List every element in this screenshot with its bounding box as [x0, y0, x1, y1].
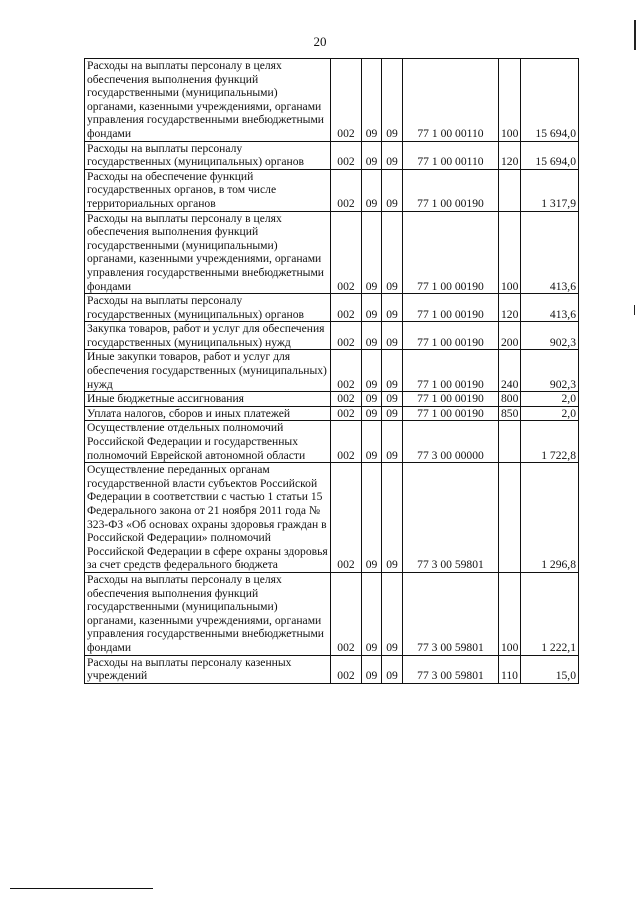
table-row: [85, 350, 579, 392]
expense-type: 850: [499, 406, 521, 421]
table-row: [85, 294, 579, 322]
table-row: [85, 406, 579, 421]
ministry-code: 002: [331, 322, 362, 350]
expense-type: [499, 463, 521, 573]
expense-type: [499, 169, 521, 211]
table-row: [85, 322, 579, 350]
amount: 2,0: [521, 406, 579, 421]
subsection-code: 09: [382, 655, 403, 683]
row-name: Расходы на выплаты персоналу в целях обеспечения выполнения функций государственными (муниципальными) органами, казенными учреждениями, органами управления государственными внебюджетными фондами: [85, 572, 331, 655]
scan-mark: [634, 305, 635, 315]
subsection-code: 09: [382, 211, 403, 294]
row-name: Расходы на выплаты персоналу в целях обеспечения выполнения функций государственными (муниципальными) органами, казенными учреждениями, органами управления государственными внебюджетными фондами: [85, 59, 331, 142]
target-article: 77 1 00 00190: [403, 211, 499, 294]
subsection-code: 09: [382, 463, 403, 573]
row-name: Иные закупки товаров, работ и услуг для обеспечения государственных (муниципальных) нужд: [85, 350, 331, 392]
subsection-code: 09: [382, 421, 403, 463]
ministry-code: 002: [331, 350, 362, 392]
target-article: 77 3 00 59801: [403, 463, 499, 573]
section-code: 09: [362, 59, 382, 142]
amount: 902,3: [521, 322, 579, 350]
table-row: [85, 392, 579, 407]
expense-type: 120: [499, 294, 521, 322]
subsection-code: 09: [382, 406, 403, 421]
amount: 413,6: [521, 211, 579, 294]
row-name: Расходы на обеспечение функций государственных органов, в том числе территориальных органов: [85, 169, 331, 211]
row-name: Осуществление отдельных полномочий Российской Федерации и государственных полномочий Еврейской автономной области: [85, 421, 331, 463]
amount: 1 722,8: [521, 421, 579, 463]
section-code: 09: [362, 322, 382, 350]
table-row: [85, 141, 579, 169]
scan-mark: [634, 20, 636, 50]
table-row: [85, 572, 579, 655]
subsection-code: 09: [382, 572, 403, 655]
amount: 902,3: [521, 350, 579, 392]
ministry-code: 002: [331, 211, 362, 294]
row-name: Расходы на выплаты персоналу государственных (муниципальных) органов: [85, 294, 331, 322]
expense-type: 120: [499, 141, 521, 169]
target-article: 77 3 00 59801: [403, 572, 499, 655]
target-article: 77 1 00 00190: [403, 350, 499, 392]
ministry-code: 002: [331, 406, 362, 421]
ministry-code: 002: [331, 572, 362, 655]
ministry-code: 002: [331, 655, 362, 683]
amount: 15,0: [521, 655, 579, 683]
ministry-code: 002: [331, 392, 362, 407]
target-article: 77 3 00 00000: [403, 421, 499, 463]
section-code: 09: [362, 350, 382, 392]
ministry-code: 002: [331, 421, 362, 463]
target-article: 77 1 00 00110: [403, 59, 499, 142]
section-code: 09: [362, 655, 382, 683]
target-article: 77 1 00 00190: [403, 406, 499, 421]
row-name: Расходы на выплаты персоналу казенных учреждений: [85, 655, 331, 683]
subsection-code: 09: [382, 59, 403, 142]
row-name: Расходы на выплаты персоналу государственных (муниципальных) органов: [85, 141, 331, 169]
page-number: 20: [313, 34, 327, 49]
expense-type: 200: [499, 322, 521, 350]
amount: 2,0: [521, 392, 579, 407]
amount: 1 317,9: [521, 169, 579, 211]
table-row: [85, 211, 579, 294]
amount: 15 694,0: [521, 59, 579, 142]
table-row: [85, 463, 579, 573]
ministry-code: 002: [331, 463, 362, 573]
subsection-code: 09: [382, 392, 403, 407]
expense-type: 240: [499, 350, 521, 392]
target-article: 77 1 00 00190: [403, 322, 499, 350]
expense-type: 800: [499, 392, 521, 407]
section-code: 09: [362, 406, 382, 421]
ministry-code: 002: [331, 169, 362, 211]
amount: 15 694,0: [521, 141, 579, 169]
table-row: [85, 655, 579, 683]
expense-type: 100: [499, 572, 521, 655]
section-code: 09: [362, 211, 382, 294]
footnote-rule: [10, 888, 153, 889]
section-code: 09: [362, 572, 382, 655]
section-code: 09: [362, 141, 382, 169]
section-code: 09: [362, 294, 382, 322]
section-code: 09: [362, 463, 382, 573]
target-article: 77 1 00 00190: [403, 294, 499, 322]
expense-type: 100: [499, 211, 521, 294]
target-article: 77 1 00 00190: [403, 392, 499, 407]
target-article: 77 1 00 00190: [403, 169, 499, 211]
expense-type: 110: [499, 655, 521, 683]
ministry-code: 002: [331, 294, 362, 322]
row-name: Закупка товаров, работ и услуг для обеспечения государственных (муниципальных) нужд: [85, 322, 331, 350]
amount: 1 222,1: [521, 572, 579, 655]
expense-type: [499, 421, 521, 463]
subsection-code: 09: [382, 322, 403, 350]
ministry-code: 002: [331, 59, 362, 142]
section-code: 09: [362, 392, 382, 407]
section-code: 09: [362, 421, 382, 463]
target-article: 77 1 00 00110: [403, 141, 499, 169]
section-code: 09: [362, 169, 382, 211]
expense-type: 100: [499, 59, 521, 142]
table-row: [85, 421, 579, 463]
ministry-code: 002: [331, 141, 362, 169]
budget-table: [84, 58, 579, 684]
amount: 413,6: [521, 294, 579, 322]
target-article: 77 3 00 59801: [403, 655, 499, 683]
row-name: Уплата налогов, сборов и иных платежей: [85, 406, 331, 421]
subsection-code: 09: [382, 294, 403, 322]
row-name: Иные бюджетные ассигнования: [85, 392, 331, 407]
table-row: [85, 59, 579, 142]
subsection-code: 09: [382, 141, 403, 169]
table-row: [85, 169, 579, 211]
row-name: Расходы на выплаты персоналу в целях обеспечения выполнения функций государственными (муниципальными) органами, казенными учреждениями, органами управления государственными внебюджетными фондами: [85, 211, 331, 294]
subsection-code: 09: [382, 169, 403, 211]
amount: 1 296,8: [521, 463, 579, 573]
row-name: Осуществление переданных органам государственной власти субъектов Российской Федерации в соответствии с частью 1 статьи 15 Федерального закона от 21 ноября 2011 года № 323-ФЗ «Об основах охраны здоровья граждан в Российской Федерации» полномочий Российской Федерации в сфере охраны здоровья за счет средств федерального бюджета: [85, 463, 331, 573]
subsection-code: 09: [382, 350, 403, 392]
